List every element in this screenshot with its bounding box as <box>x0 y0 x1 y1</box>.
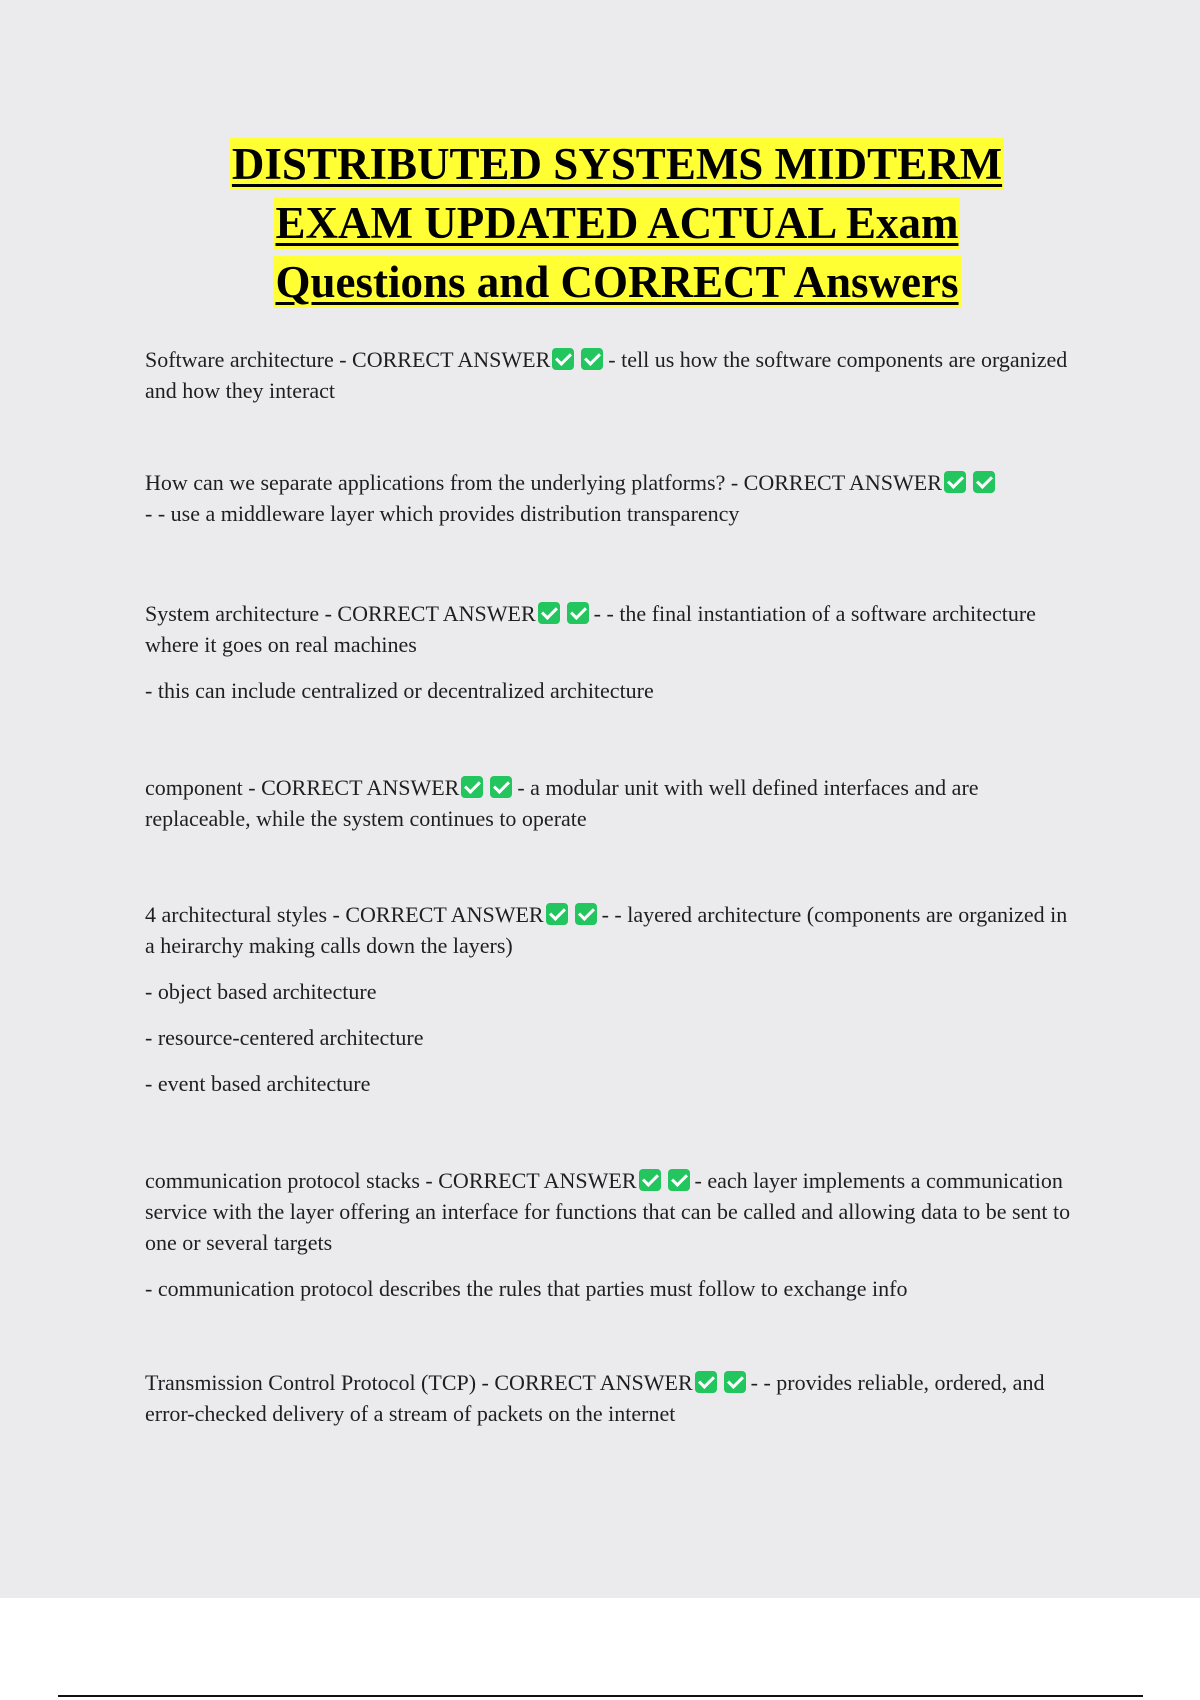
answer-extra-line: - this can include centralized or decentralized architecture <box>145 678 654 703</box>
title-line-1: DISTRIBUTED SYSTEMS MIDTERM <box>231 139 1003 189</box>
question-term: 4 architectural styles - CORRECT ANSWER <box>145 902 544 927</box>
green-checkmark-icon <box>973 471 995 493</box>
qa-entry-protocol-stacks <box>145 1165 1080 1258</box>
green-checkmark-icon <box>944 471 966 493</box>
green-checkmark-icon <box>575 903 597 925</box>
answer-extra-line: - object based architecture <box>145 979 377 1004</box>
answer-text: - - layered architecture (components are organized in a heirarchy making calls down the layers) <box>145 902 1068 958</box>
question-term: System architecture - CORRECT ANSWER <box>145 601 536 626</box>
green-checkmark-icon <box>724 1371 746 1393</box>
page-bottom-rule <box>58 1695 1143 1697</box>
question-term: component - CORRECT ANSWER <box>145 775 460 800</box>
qa-entry-component <box>145 772 1080 834</box>
title-line-3: Questions and CORRECT Answers <box>275 257 959 307</box>
green-checkmark-icon <box>490 776 512 798</box>
answer-text: - each layer implements a communication service with the layer offering an interface for functions that can be called and allowing data to be sent to one or several targets <box>145 1168 1071 1255</box>
qa-entry-software-architecture <box>145 344 1080 406</box>
answer-extra-line: - resource-centered architecture <box>145 1025 424 1050</box>
question-term: Software architecture - CORRECT ANSWER <box>145 347 551 372</box>
green-checkmark-icon <box>581 348 603 370</box>
qa-entry-middleware <box>145 467 1005 529</box>
green-checkmark-icon <box>461 776 483 798</box>
green-checkmark-icon <box>546 903 568 925</box>
answer-extra-line: - communication protocol describes the rules that parties must follow to exchange info <box>145 1276 908 1301</box>
answer-text: - - provides reliable, ordered, and error-checked delivery of a stream of packets on the internet <box>145 1370 1045 1426</box>
question-term: communication protocol stacks - CORRECT ANSWER <box>145 1168 637 1193</box>
answer-text: - tell us how the software components are organized and how they interact <box>145 347 1068 403</box>
answer-extra-line: - event based architecture <box>145 1071 371 1096</box>
title-line-2: EXAM UPDATED ACTUAL Exam <box>275 198 959 248</box>
green-checkmark-icon <box>695 1371 717 1393</box>
green-checkmark-icon <box>538 602 560 624</box>
answer-text: - - the final instantiation of a software architecture where it goes on real machines <box>145 601 1036 657</box>
green-checkmark-icon <box>567 602 589 624</box>
green-checkmark-icon <box>552 348 574 370</box>
answer-text: - - use a middleware layer which provides distribution transparency <box>145 501 740 526</box>
qa-entry-tcp <box>145 1367 1080 1429</box>
question-term: How can we separate applications from the underlying platforms? - CORRECT ANSWER <box>145 470 942 495</box>
qa-entry-architectural-styles <box>145 899 1080 961</box>
answer-text: - a modular unit with well defined interfaces and are replaceable, while the system continues to operate <box>145 775 979 831</box>
green-checkmark-icon <box>639 1169 661 1191</box>
question-term: Transmission Control Protocol (TCP) - CORRECT ANSWER <box>145 1370 693 1395</box>
document-title <box>0 138 1200 315</box>
green-checkmark-icon <box>668 1169 690 1191</box>
qa-entry-system-architecture <box>145 598 1080 660</box>
